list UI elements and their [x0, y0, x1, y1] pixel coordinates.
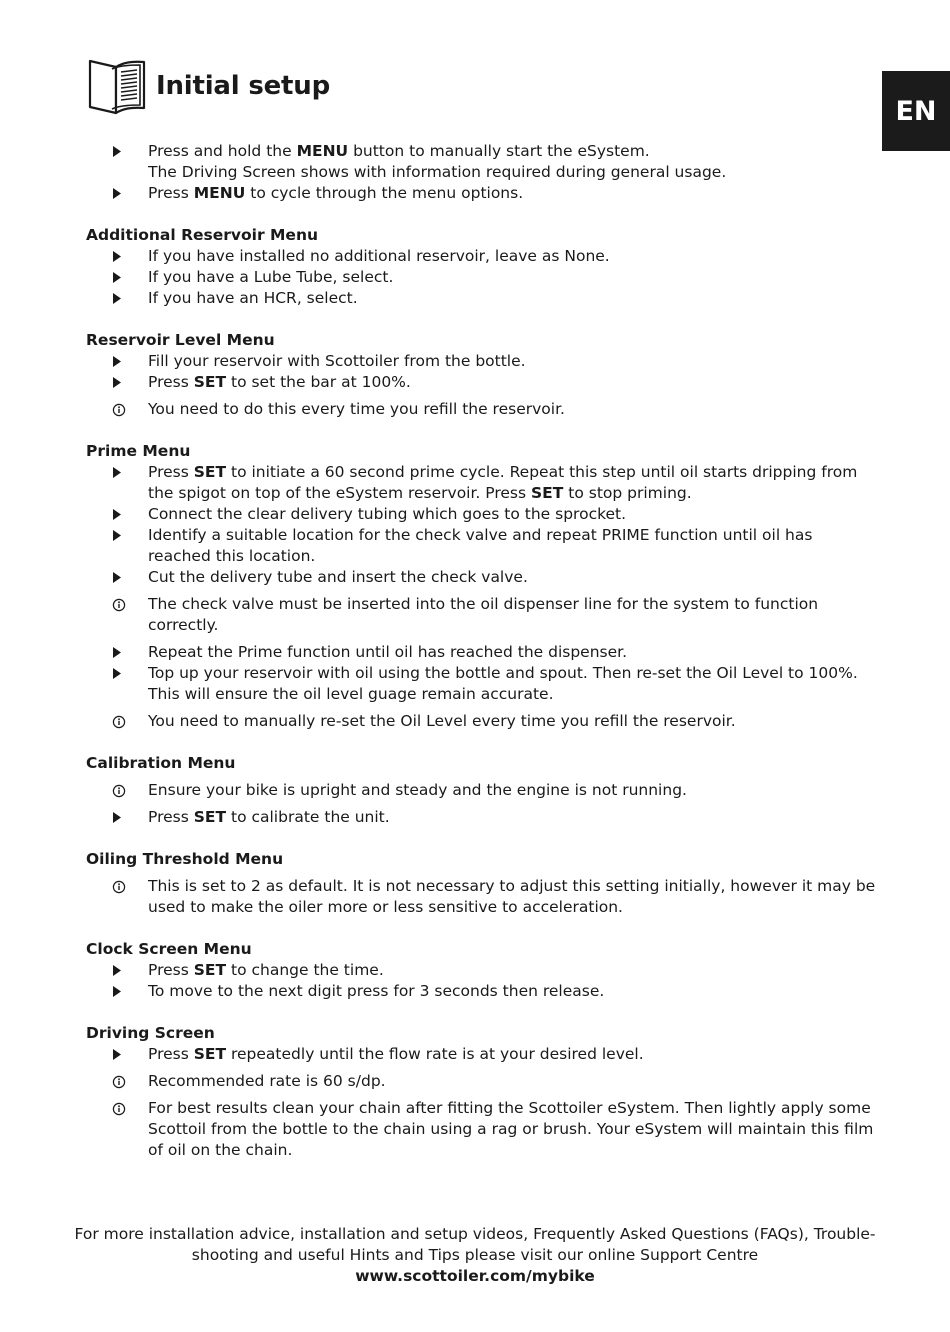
info-icon [112, 594, 126, 615]
manual-book-icon [86, 55, 148, 117]
triangle-bullet-icon [112, 372, 126, 393]
page-header [86, 55, 330, 117]
support-url-link[interactable]: www.scottoiler.com/mybike [355, 1267, 595, 1285]
info-icon [112, 780, 126, 801]
triangle-bullet-icon [112, 267, 126, 288]
footer-line: shooting and useful Hints and Tips please visit our online Support Centre [191, 1246, 759, 1264]
triangle-bullet-icon [112, 288, 126, 309]
info-icon [112, 1098, 126, 1119]
list-item: Press SET to set the bar at 100%. [86, 372, 878, 393]
triangle-bullet-icon [112, 525, 126, 546]
triangle-bullet-icon [112, 981, 126, 1002]
info-note: You need to manually re-set the Oil Level every time you refill the reservoir. [86, 711, 878, 732]
info-note: For best results clean your chain after fitting the Scottoiler eSystem. Then lightly apply some Scottoil from the bottle to the chain using a rag or brush. Your eSystem will maintain this film of oil on the chain. [86, 1098, 878, 1161]
list-item: Press SET to initiate a 60 second prime cycle. Repeat this step until oil starts dripping from the spigot on top of the eSystem reservoir. Press SET to stop priming. [86, 462, 878, 504]
triangle-bullet-icon [112, 1044, 126, 1065]
list-item: If you have a Lube Tube, select. [86, 267, 878, 288]
triangle-bullet-icon [112, 462, 126, 483]
list-item: If you have installed no additional reservoir, leave as None. [86, 246, 878, 267]
triangle-bullet-icon [112, 141, 126, 162]
support-footer [60, 1224, 890, 1287]
info-note: Ensure your bike is upright and steady and the engine is not running. [86, 780, 878, 801]
list-item: Identify a suitable location for the check valve and repeat PRIME function until oil has reached this location. [86, 525, 878, 567]
list-item: Top up your reservoir with oil using the bottle and spout. Then re-set the Oil Level to 100%. This will ensure the oil level guage remain accurate. [86, 663, 878, 705]
info-note: You need to do this every time you refill the reservoir. [86, 399, 878, 420]
list-item: If you have an HCR, select. [86, 288, 878, 309]
info-icon [112, 711, 126, 732]
triangle-bullet-icon [112, 960, 126, 981]
list-item: Press SET to change the time. [86, 960, 878, 981]
section-heading: Calibration Menu [86, 754, 236, 772]
info-note: The check valve must be inserted into the oil dispenser line for the system to function correctly. [86, 594, 878, 636]
page-title: Initial setup [156, 71, 331, 101]
language-tab: EN [882, 71, 950, 151]
info-icon [112, 876, 126, 897]
list-item-continuation: The Driving Screen shows with information required during general usage. [148, 163, 727, 181]
triangle-bullet-icon [112, 351, 126, 372]
list-item: Press and hold the MENU button to manually start the eSystem. [86, 141, 878, 162]
triangle-bullet-icon [112, 246, 126, 267]
triangle-bullet-icon [112, 183, 126, 204]
list-item: Press SET to calibrate the unit. [86, 807, 878, 828]
footer-line: For more installation advice, installation and setup videos, Frequently Asked Questions (FAQs), Trouble- [74, 1225, 876, 1243]
triangle-bullet-icon [112, 642, 126, 663]
list-item: Connect the clear delivery tubing which goes to the sprocket. [86, 504, 878, 525]
triangle-bullet-icon [112, 807, 126, 828]
list-item: Press MENU to cycle through the menu options. [86, 183, 878, 204]
triangle-bullet-icon [112, 663, 126, 684]
list-item: Repeat the Prime function until oil has reached the dispenser. [86, 642, 878, 663]
section-heading: Clock Screen Menu [86, 940, 252, 958]
setup-instructions [86, 141, 878, 1167]
info-note: Recommended rate is 60 s/dp. [86, 1071, 878, 1092]
section-heading: Additional Reservoir Menu [86, 226, 319, 244]
triangle-bullet-icon [112, 504, 126, 525]
list-item: Cut the delivery tube and insert the check valve. [86, 567, 878, 588]
triangle-bullet-icon [112, 567, 126, 588]
info-icon [112, 399, 126, 420]
list-item: Fill your reservoir with Scottoiler from the bottle. [86, 351, 878, 372]
list-item: To move to the next digit press for 3 seconds then release. [86, 981, 878, 1002]
list-item: Press SET repeatedly until the flow rate is at your desired level. [86, 1044, 878, 1065]
section-heading: Reservoir Level Menu [86, 331, 275, 349]
info-note: This is set to 2 as default. It is not necessary to adjust this setting initially, however it may be used to make the oiler more or less sensitive to acceleration. [86, 876, 878, 918]
section-heading: Oiling Threshold Menu [86, 850, 284, 868]
info-icon [112, 1071, 126, 1092]
section-heading: Driving Screen [86, 1024, 215, 1042]
section-heading: Prime Menu [86, 442, 191, 460]
